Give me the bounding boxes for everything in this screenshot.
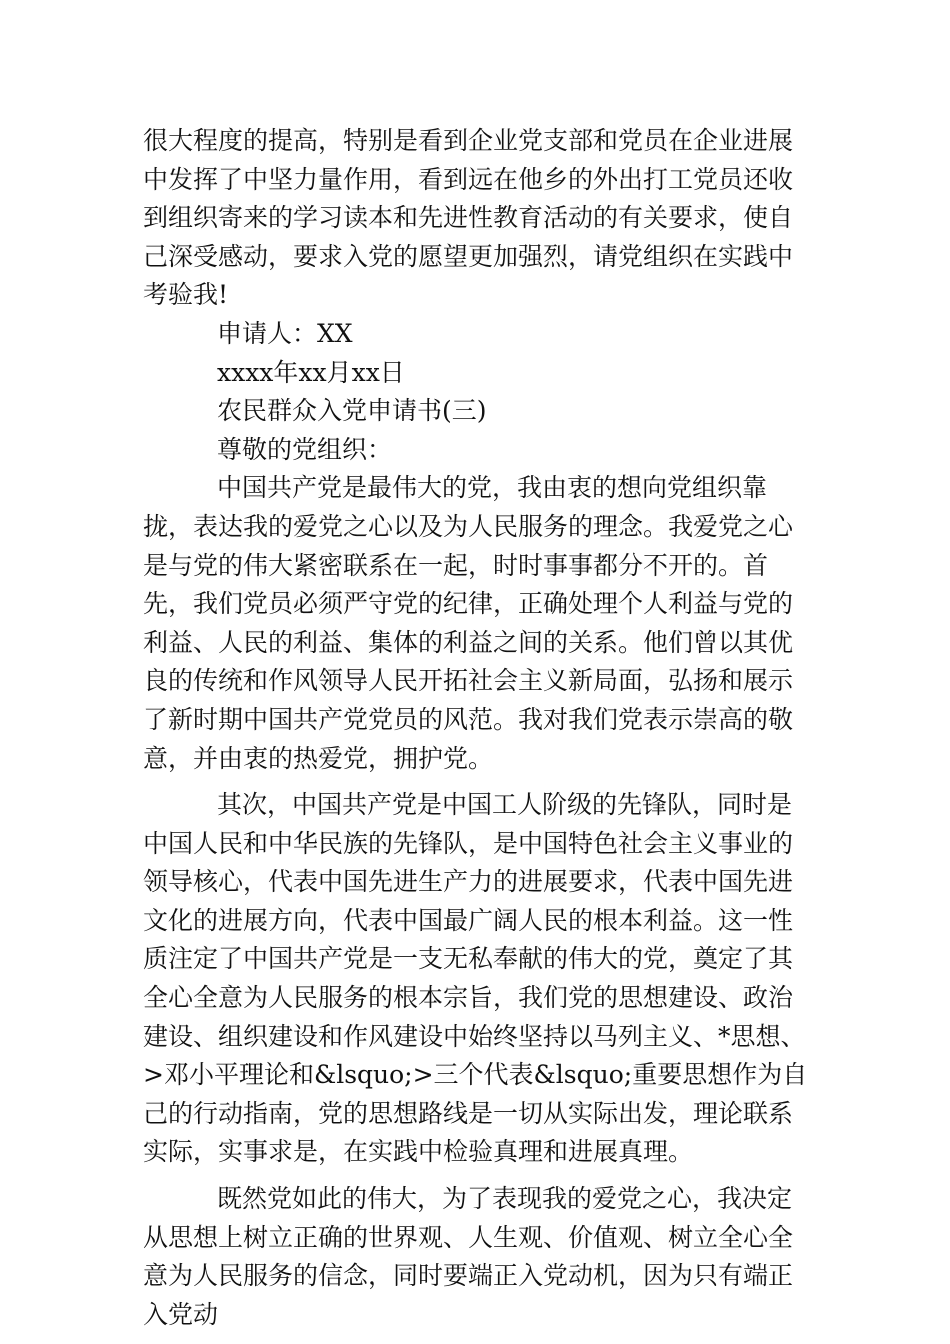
document-body	[143, 122, 808, 1334]
date-line: xxxx年xx月xx日	[217, 357, 405, 387]
body-paragraph-3: 既然党如此的伟大，为了表现我的爱党之心，我决定从思想上树立正确的世界观、人生观、价值观、树立全心全意为人民服务的信念，同时要端正入党动机，因为只有端正入党动	[143, 1184, 794, 1329]
letter-title: 农民群众入党申请书(三)	[217, 396, 487, 426]
salutation: 尊敬的党组织：	[217, 434, 393, 464]
body-paragraph-2: 其次，中国共产党是中国工人阶级的先锋队，同时是中国人民和中华民族的先锋队，是中国特色社会主义事业的领导核心，代表中国先进生产力的进展要求，代表中国先进文化的进展方向，代表中国最广阔人民的根本利益。这一性质注定了中国共产党是一支无私奉献的伟大的党，奠定了其全心全意为人民服务的根本宗旨，我们党的思想建设、政治建设、组织建设和作风建设中始终坚持以马列主义、*思想、>邓小平理论和&lsquo;>三个代表&lsquo;重要思想作为自己的行动指南，党的思想路线是一切从实际出发，理论联系实际，实事求是，在实践中检验真理和进展真理。	[143, 790, 808, 1167]
continued-paragraph: 很大程度的提高，特别是看到企业党支部和党员在企业进展中发挥了中坚力量作用，看到远在他乡的外出打工党员还收到组织寄来的学习读本和先进性教育活动的有关要求，使自己深受感动，要求入党的愿望更加强烈，请党组织在实践中考验我!	[143, 126, 794, 310]
applicant-line: 申请人：XX	[217, 318, 353, 348]
body-paragraph-1: 中国共产党是最伟大的党，我由衷的想向党组织靠拢，表达我的爱党之心以及为人民服务的理念。我爱党之心是与党的伟大紧密联系在一起，时时事事都分不开的。首先，我们党员必须严守党的纪律，正确处理个人利益与党的利益、人民的利益、集体的利益之间的关系。他们曾以其优良的传统和作风领导人民开拓社会主义新局面，弘扬和展示了新时期中国共产党党员的风范。我对我们党表示崇高的敬意，并由衷的热爱党，拥护党。	[143, 473, 794, 773]
